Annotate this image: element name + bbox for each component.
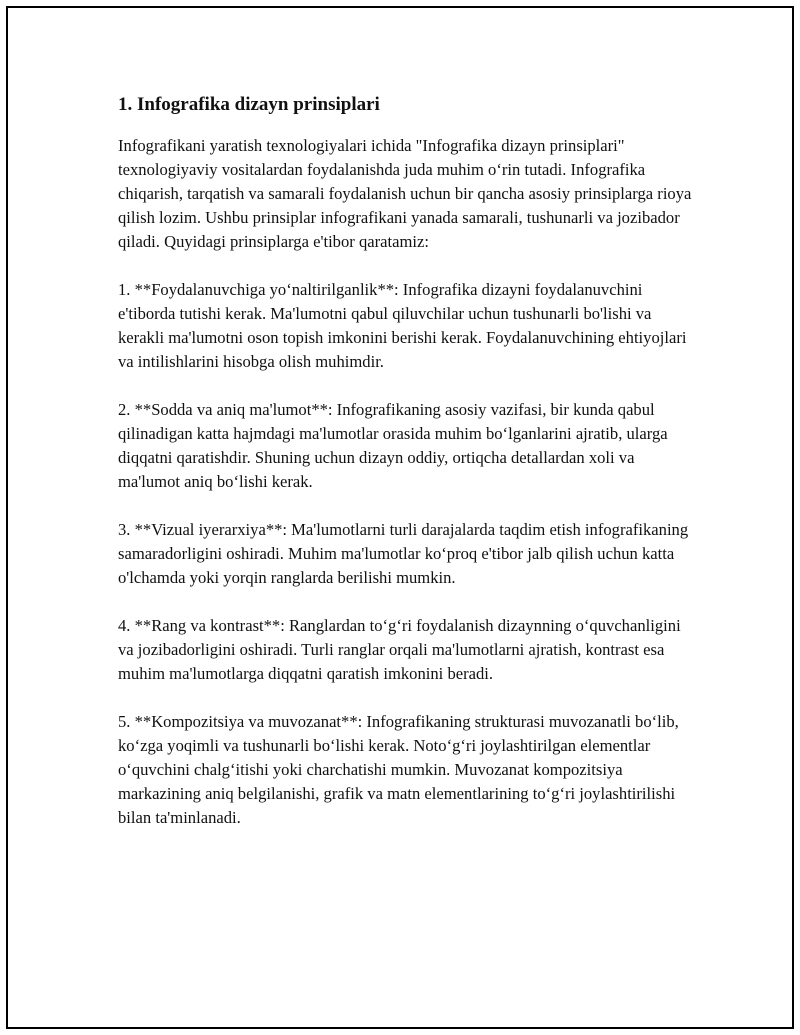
section-heading: 1. Infografika dizayn prinsiplari [118, 94, 380, 115]
principle-3-paragraph: 3. **Vizual iyerarxiya**: Ma'lumotlarni turli darajalarda taqdim etish infografikaning samaradorligini oshiradi. Muhim ma'lumotlar ko‘proq e'tibor jalb qilish uchun katta o'lchamda yoki yorqin ranglarda berilishi mumkin. [118, 520, 689, 587]
principle-2-paragraph: 2. **Sodda va aniq ma'lumot**: Infografikaning asosiy vazifasi, bir kunda qabul qilinadigan katta hajmdagi ma'lumotlar orasida muhim bo‘lganlarini ajratib, ularga diqqatni qaratishdir. Shuning uchun dizayn oddiy, ortiqcha detallardan xoli va ma'lumot aniq bo‘lishi kerak. [118, 400, 668, 491]
principle-4-paragraph: 4. **Rang va kontrast**: Ranglardan to‘g‘ri foydalanish dizaynning o‘quvchanligini va jozibadorligini oshiradi. Turli ranglar orqali ma'lumotlarni ajratish, kontrast esa muhim ma'lumotlarga diqqatni qaratish imkonini beradi. [118, 616, 681, 683]
principle-5-paragraph: 5. **Kompozitsiya va muvozanat**: Infografikaning strukturasi muvozanatli bo‘lib, ko‘zga yoqimli va tushunarli bo‘lishi kerak. Noto‘g‘ri joylashtirilgan elementlar o‘quvchini chalg‘itishi yoki charchatishi mumkin. Muvozanat kompozitsiya markazining aniq belgilanishi, grafik va matn elementlarining to‘g‘ri joylashtirilishi bilan ta'minlanadi. [118, 712, 679, 827]
document-body [118, 92, 693, 854]
intro-paragraph: Infografikani yaratish texnologiyalari ichida "Infografika dizayn prinsiplari" texnologiyaviy vositalardan foydalanishda juda muhim o‘rin tutadi. Infografika chiqarish, tarqatish va samarali foydalanish uchun bir qancha asosiy prinsiplarga rioya qilish lozim. Ushbu prinsiplar infografikani yanada samarali, tushunarli va jozibador qiladi. Quyidagi prinsiplarga e'tibor qaratamiz: [118, 136, 692, 251]
principle-1-paragraph: 1. **Foydalanuvchiga yo‘naltirilganlik**: Infografika dizayni foydalanuvchini e'tiborda tutishi kerak. Ma'lumotni qabul qiluvchilar uchun tushunarli bo'lishi va kerakli ma'lumotni oson topish imkonini berishi kerak. Foydalanuvchining ehtiyojlari va intilishlarini hisobga olish muhimdir. [118, 280, 687, 371]
